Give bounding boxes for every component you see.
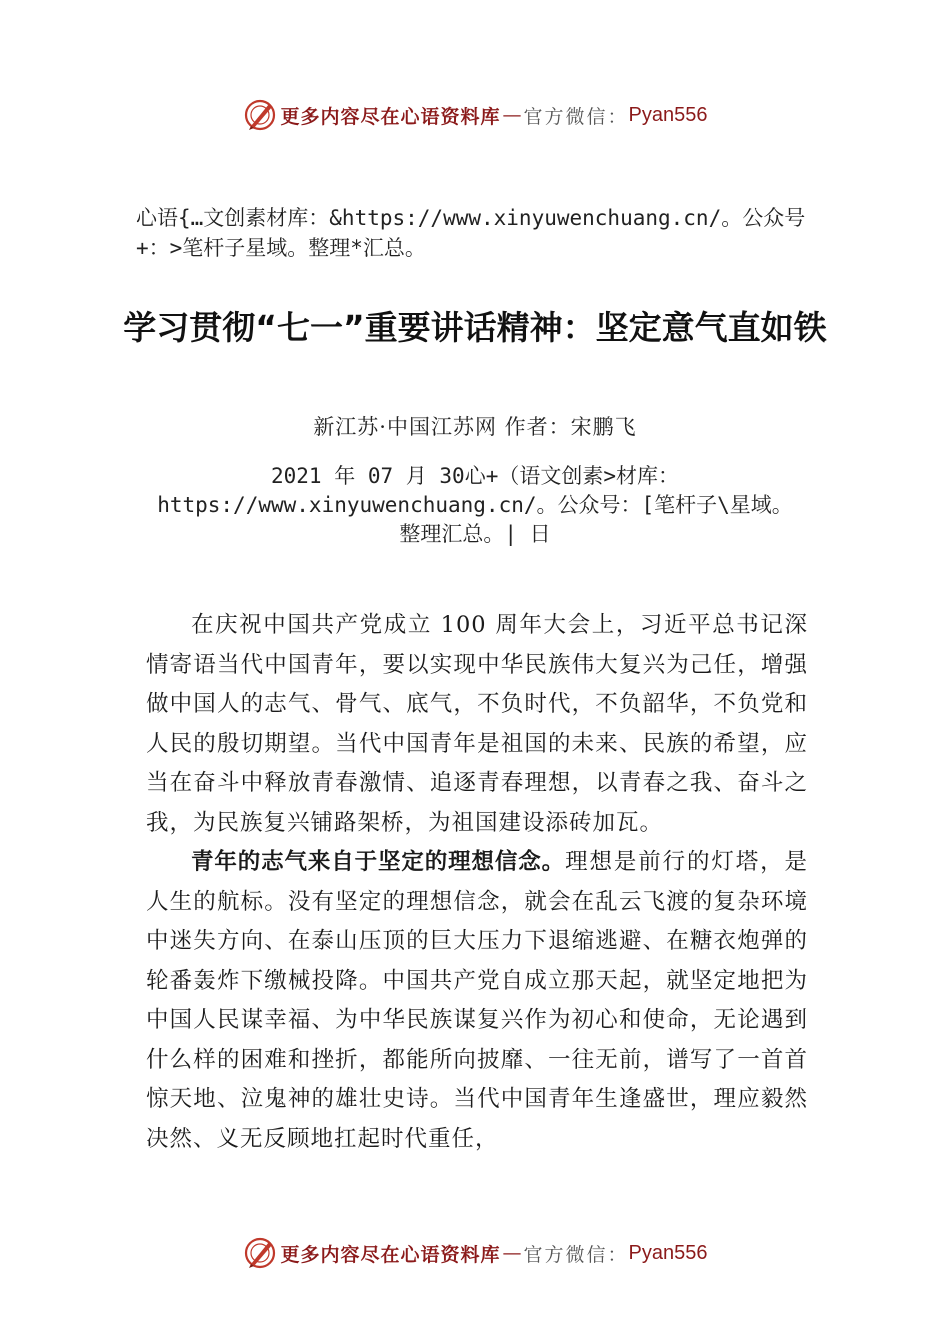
banner-separator: —	[502, 104, 522, 126]
banner-text: 更多内容尽在心语资料库	[280, 1243, 501, 1266]
banner-separator: —	[502, 1242, 522, 1264]
banner-wechat-label: 官方微信：	[523, 105, 629, 128]
paragraph	[146, 606, 808, 843]
article-byline: 新江苏·中国江苏网 作者：宋鹏飞	[313, 415, 637, 439]
paragraph	[146, 843, 808, 1159]
paragraph-lead: 青年的志气来自于坚定的理想信念。	[191, 849, 566, 875]
article-body	[146, 606, 808, 1159]
watermark-text: 心语{…文创素材库：&https://www.xinyuwenchuang.cn/。公众号+：>笔杆子星域。整理*汇总。	[136, 206, 806, 260]
pen-logo-icon	[243, 1236, 277, 1270]
banner-wechat-id: Pyan556	[628, 1241, 708, 1264]
paragraph-text: 理想是前行的灯塔，是人生的航标。没有坚定的理想信念，就会在乱云飞渡的复杂环境中迷失方向、在泰山压顶的巨大压力下退缩逃避、在糖衣炮弹的轮番轰炸下缴械投降。中国共产党自成立那天起，就坚定地把为中国人民谋幸福、为中华民族谋复兴作为初心和使命，无论遇到什么样的困难和挫折，都能所向披靡、一往无前，谱写了一首首惊天地、泣鬼神的雄壮史诗。当代中国青年生逢盛世，理应毅然决然、义无反顾地扛起时代重任，	[146, 849, 808, 1152]
header-banner	[0, 95, 950, 135]
banner-text: 更多内容尽在心语资料库	[280, 105, 501, 128]
pen-logo-icon	[243, 98, 277, 132]
footer-banner	[0, 1233, 950, 1273]
paragraph-text: 在庆祝中国共产党成立 100 周年大会上，习近平总书记深情寄语当代中国青年，要以实现中华民族伟大复兴为己任，增强做中国人的志气、骨气、底气，不负时代，不负韶华，不负党和人民的殷切期望。当代中国青年是祖国的未来、民族的希望，应当在奋斗中释放青春激情、追逐青春理想，以青春之我、奋斗之我，为民族复兴铺路架桥，为祖国建设添砖加瓦。	[146, 612, 808, 836]
banner-wechat-id: Pyan556	[628, 103, 708, 126]
article-dateline: 2021 年 07 月 30心+（语文创素>材库：https://www.xinyuwenchuang.cn/。公众号：[笔杆子\星域。整理汇总。| 日	[157, 464, 793, 546]
banner-wechat-label: 官方微信：	[523, 1243, 629, 1266]
article-title: 学习贯彻“七一”重要讲话精神：坚定意气直如铁	[123, 308, 827, 347]
